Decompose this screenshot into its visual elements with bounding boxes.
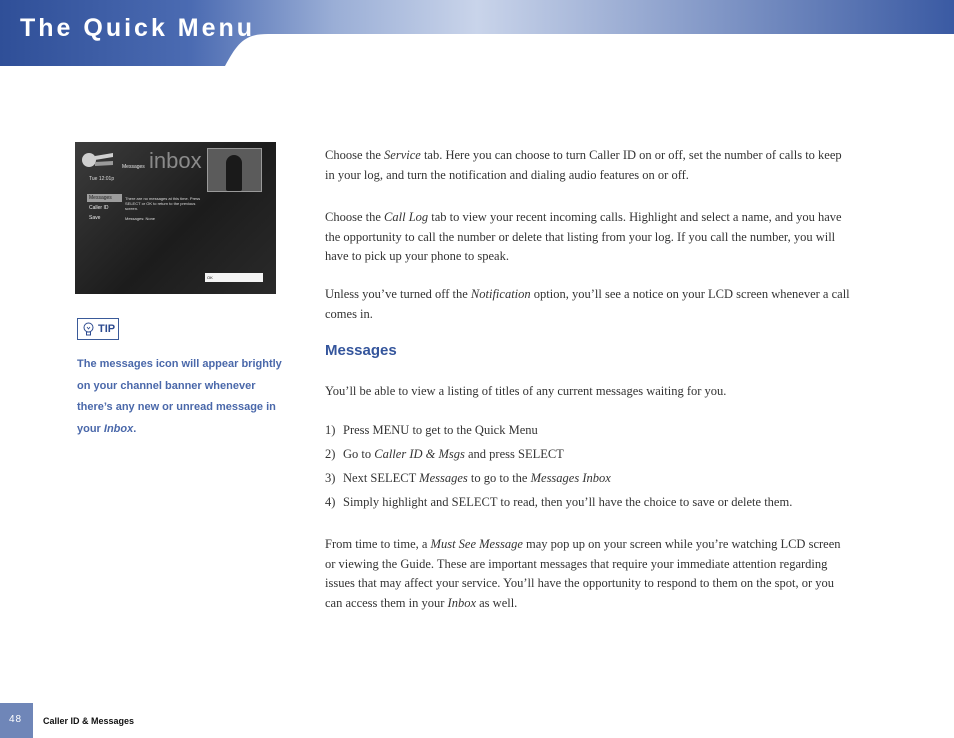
messages-heading: Messages (325, 342, 397, 359)
step-item: 1) Press MENU to get to the Quick Menu (325, 423, 538, 437)
tip-text: The messages icon will appear brightly on your channel banner whenever there’s any new or unread message in your Inbox. (77, 358, 282, 435)
step-item: 3) Next SELECT Messages to go to the Messages Inbox (325, 471, 611, 485)
call-log-paragraph: Choose the Call Log tab to view your recent incoming calls. Highlight and select a name, and you have the opportunity to call the number or delete that listing from your log. If you call the number, you will have to pick up your phone to speak. (325, 210, 842, 263)
page-number-box (0, 703, 33, 738)
presenter-figure (226, 155, 242, 191)
tv-menu-messages: Messages (87, 194, 122, 202)
tv-ok-button: OK (205, 273, 263, 282)
video-window (207, 148, 262, 192)
tv-message-text: There are no messages at this time. Press SELECT or OK to return to the previous screen. (125, 196, 201, 211)
tv-menu-save: Save (89, 215, 101, 221)
messages-intro: You’ll be able to view a listing of titles of any current messages waiting for you. (325, 384, 727, 398)
step-item: 2) Go to Caller ID & Msgs and press SELECT (325, 447, 564, 461)
page-number: 48 (9, 714, 23, 725)
tip-label: TIP (98, 323, 116, 335)
dish-logo-icon (79, 152, 115, 168)
messages-inbox-screenshot (75, 142, 276, 294)
tip-badge (77, 318, 119, 340)
screen-header-label: Messages (122, 164, 145, 170)
inbox-title: inbox (149, 148, 202, 173)
notification-paragraph: Unless you’ve turned off the Notification option, you’ll see a notice on your LCD screen whenever a call comes in. (325, 287, 850, 321)
page-title: The Quick Menu (20, 14, 256, 42)
tv-messages-none: Messages: None (125, 216, 156, 221)
screen-time: Tue 12:01p (89, 176, 115, 182)
footer-section-title: Caller ID & Messages (43, 716, 135, 726)
tv-menu-caller-id: Caller ID (89, 205, 109, 211)
step-item: 4) Simply highlight and SELECT to read, then you’ll have the choice to save or delete them. (325, 495, 793, 509)
service-tab-paragraph: Choose the Service tab. Here you can choose to turn Caller ID on or off, set the number of calls to keep in your log, and turn the notification and dialing audio features on or off. (325, 148, 842, 182)
must-see-message-paragraph: From time to time, a Must See Message may pop up on your screen while you’re watching LCD screen or viewing the Guide. These are important messages that require your immediate attention regarding issues that may affect your service. You’ll have the opportunity to respond to them on the spot, or you can access them in your Inbox as well. (325, 537, 841, 610)
lightbulb-icon (82, 322, 95, 337)
